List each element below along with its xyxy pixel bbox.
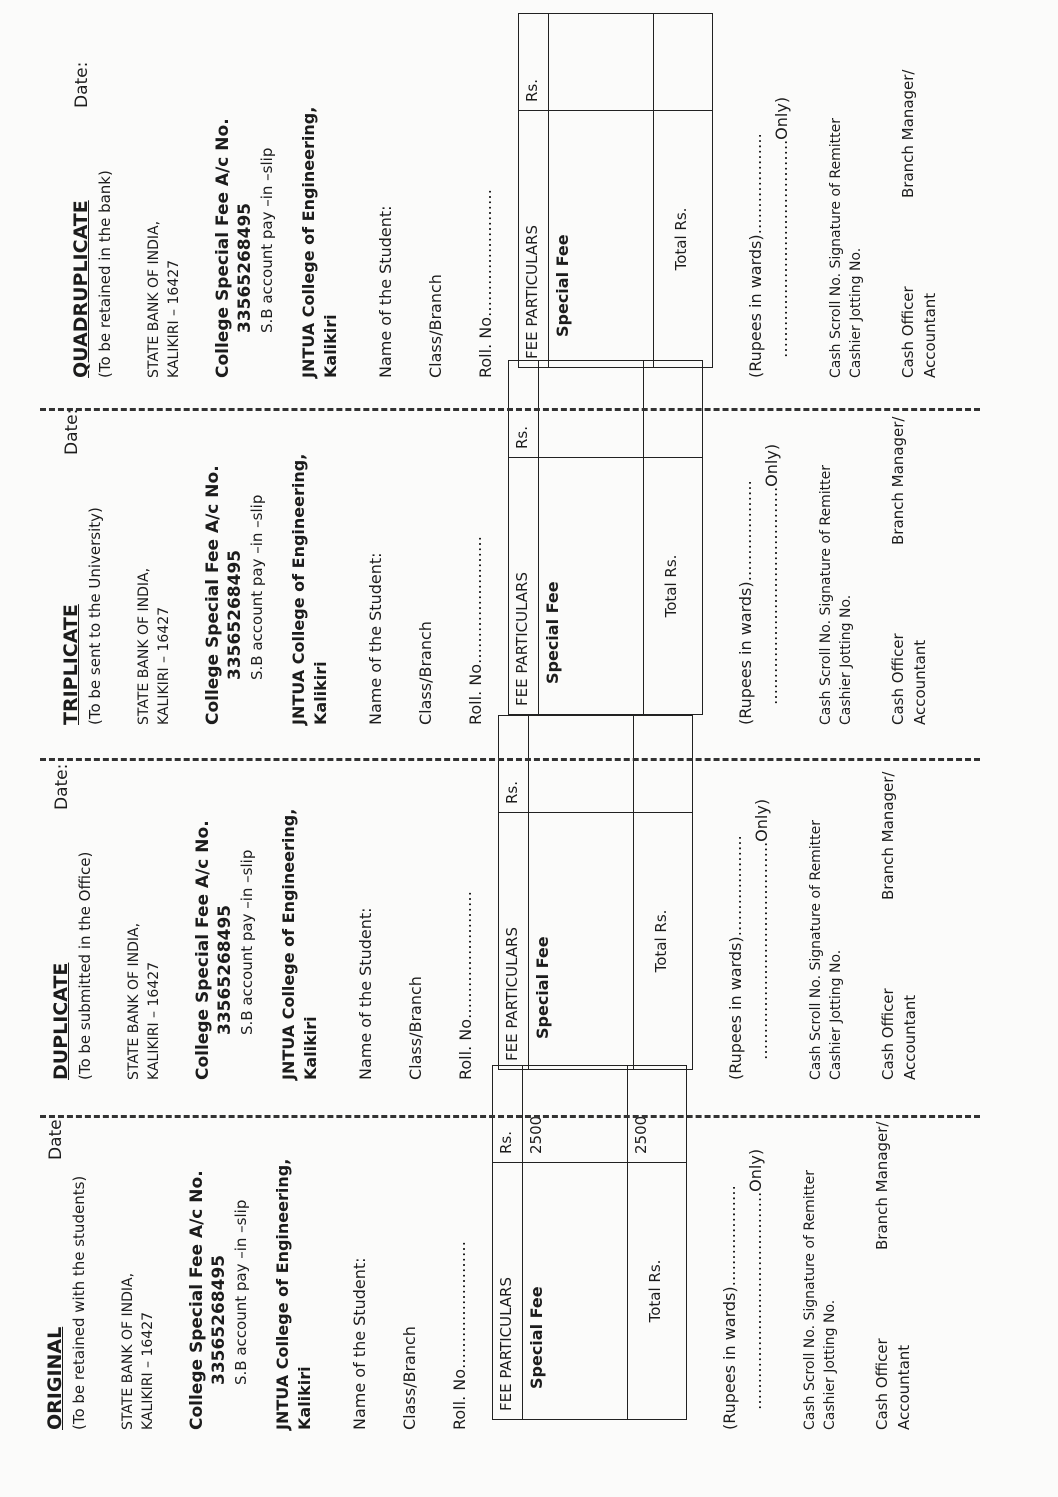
slip-purpose: (To be retained in the bank) bbox=[96, 170, 114, 378]
cash-officer-label: Cash Officer bbox=[889, 633, 907, 725]
fee-item-amount bbox=[549, 14, 654, 111]
cash-officer-label: Cash Officer bbox=[879, 988, 897, 1080]
fee-table bbox=[492, 1065, 687, 1420]
college-place: Kalikiri bbox=[321, 314, 340, 378]
bank-name: STATE BANK OF INDIA, bbox=[126, 922, 142, 1080]
slip-purpose: (To be submitted in the Office) bbox=[76, 851, 94, 1080]
class-branch-label: Class/Branch bbox=[406, 976, 425, 1080]
rupees-in-words-label: (Rupees in wards)………………. bbox=[726, 835, 745, 1080]
account-number: 33565268495 bbox=[225, 549, 245, 680]
student-name-label: Name of the Student: bbox=[356, 907, 375, 1080]
only-line: …………………………………..Only) bbox=[752, 798, 771, 1060]
cash-officer-label: Cash Officer bbox=[873, 1338, 891, 1430]
only-line: …………………………………..Only) bbox=[762, 443, 781, 705]
date-label: Date: bbox=[62, 408, 82, 455]
college-name: JNTUA College of Engineering, bbox=[273, 1158, 292, 1430]
fee-item: Special Fee bbox=[539, 458, 644, 715]
accountant-label: Accountant bbox=[911, 639, 929, 725]
only-line: …………………………………..Only) bbox=[746, 1148, 765, 1410]
rupees-in-words-label: (Rupees in wards)………………. bbox=[736, 480, 755, 725]
class-branch-label: Class/Branch bbox=[416, 621, 435, 725]
date-label: Date: bbox=[72, 61, 92, 108]
slip-purpose: (To be retained with the students) bbox=[70, 1175, 88, 1430]
cash-scroll-label: Cash Scroll No. Signature of Remitter bbox=[818, 464, 834, 725]
cut-line bbox=[40, 1115, 980, 1118]
student-name-label: Name of the Student: bbox=[376, 205, 395, 378]
fee-particulars-header: FEE PARTICULARS bbox=[519, 111, 549, 368]
total-amount: 2500 bbox=[628, 1066, 687, 1163]
rs-header: Rs. bbox=[493, 1066, 523, 1163]
account-label: College Special Fee A/c No. bbox=[213, 118, 233, 378]
bank-name: STATE BANK OF INDIA, bbox=[120, 1272, 136, 1430]
total-label: Total Rs. bbox=[628, 1163, 687, 1420]
slip-duplicate bbox=[46, 710, 976, 1080]
accountant-label: Accountant bbox=[921, 292, 939, 378]
slip-quadruplicate bbox=[66, 8, 996, 378]
college-place: Kalikiri bbox=[311, 661, 330, 725]
bank-name: STATE BANK OF INDIA, bbox=[136, 567, 152, 725]
account-label: College Special Fee A/c No. bbox=[203, 465, 223, 725]
branch-manager-label: Branch Manager/ bbox=[889, 416, 907, 545]
branch-manager-label: Branch Manager/ bbox=[879, 771, 897, 900]
account-label: College Special Fee A/c No. bbox=[193, 820, 213, 1080]
slip-type: S.B account pay –in –slip bbox=[258, 147, 276, 333]
slip-type: S.B account pay –in –slip bbox=[238, 849, 256, 1035]
college-place: Kalikiri bbox=[301, 1016, 320, 1080]
only-line: …………………………………..Only) bbox=[772, 96, 791, 358]
total-label: Total Rs. bbox=[634, 813, 693, 1070]
college-name: JNTUA College of Engineering, bbox=[289, 453, 308, 725]
total-amount bbox=[654, 14, 713, 111]
fee-particulars-header: FEE PARTICULARS bbox=[493, 1163, 523, 1420]
slip-title: ORIGINAL bbox=[44, 1326, 66, 1430]
account-label: College Special Fee A/c No. bbox=[187, 1170, 207, 1430]
cut-line bbox=[40, 758, 980, 761]
branch-manager-label: Branch Manager/ bbox=[873, 1121, 891, 1250]
total-label: Total Rs. bbox=[644, 458, 703, 715]
fee-particulars-header: FEE PARTICULARS bbox=[499, 813, 529, 1070]
bank-branch-code: KALIKIRI – 16427 bbox=[166, 259, 182, 378]
roll-no-label: Roll. No…………………… bbox=[456, 890, 475, 1080]
cashier-jotting-label: Cashier Jotting No. bbox=[828, 949, 844, 1080]
student-name-label: Name of the Student: bbox=[366, 552, 385, 725]
account-number: 33565268495 bbox=[215, 904, 235, 1035]
college-name: JNTUA College of Engineering, bbox=[279, 808, 298, 1080]
bank-branch-code: KALIKIRI – 16427 bbox=[146, 961, 162, 1080]
fee-table bbox=[498, 715, 693, 1070]
fee-particulars-header: FEE PARTICULARS bbox=[509, 458, 539, 715]
fee-item: Special Fee bbox=[523, 1163, 628, 1420]
fee-item-amount bbox=[529, 716, 634, 813]
college-name: JNTUA College of Engineering, bbox=[299, 106, 318, 378]
roll-no-label: Roll. No…………………… bbox=[450, 1240, 469, 1430]
cash-scroll-label: Cash Scroll No. Signature of Remitter bbox=[828, 117, 844, 378]
rupees-in-words-label: (Rupees in wards)………………. bbox=[720, 1185, 739, 1430]
date-label: Date: bbox=[46, 1113, 66, 1160]
fee-table bbox=[508, 360, 703, 715]
cash-scroll-label: Cash Scroll No. Signature of Remitter bbox=[802, 1169, 818, 1430]
cashier-jotting-label: Cashier Jotting No. bbox=[838, 594, 854, 725]
class-branch-label: Class/Branch bbox=[426, 274, 445, 378]
college-place: Kalikiri bbox=[295, 1366, 314, 1430]
student-name-label: Name of the Student: bbox=[350, 1257, 369, 1430]
account-number: 33565268495 bbox=[235, 202, 255, 333]
roll-no-label: Roll. No…………………… bbox=[476, 188, 495, 378]
accountant-label: Accountant bbox=[901, 994, 919, 1080]
slip-title: QUADRUPLICATE bbox=[70, 200, 92, 378]
rupees-in-words-label: (Rupees in wards)………………. bbox=[746, 133, 765, 378]
cash-scroll-label: Cash Scroll No. Signature of Remitter bbox=[808, 819, 824, 1080]
slip-purpose: (To be sent to the University) bbox=[86, 507, 104, 725]
account-number: 33565268495 bbox=[209, 1254, 229, 1385]
rs-header: Rs. bbox=[519, 14, 549, 111]
bank-branch-code: KALIKIRI – 16427 bbox=[140, 1311, 156, 1430]
total-label: Total Rs. bbox=[654, 111, 713, 368]
fee-item: Special Fee bbox=[529, 813, 634, 1070]
cut-line bbox=[40, 408, 980, 411]
cashier-jotting-label: Cashier Jotting No. bbox=[848, 247, 864, 378]
rs-header: Rs. bbox=[499, 716, 529, 813]
bank-name: STATE BANK OF INDIA, bbox=[146, 220, 162, 378]
slip-title: TRIPLICATE bbox=[60, 604, 82, 725]
cash-officer-label: Cash Officer bbox=[899, 286, 917, 378]
bank-branch-code: KALIKIRI – 16427 bbox=[156, 606, 172, 725]
roll-no-label: Roll. No…………………… bbox=[466, 535, 485, 725]
cashier-jotting-label: Cashier Jotting No. bbox=[822, 1299, 838, 1430]
branch-manager-label: Branch Manager/ bbox=[899, 69, 917, 198]
accountant-label: Accountant bbox=[895, 1344, 913, 1430]
date-label: Date: bbox=[52, 763, 72, 810]
rs-header: Rs. bbox=[509, 361, 539, 458]
fee-table bbox=[518, 13, 713, 368]
slip-type: S.B account pay –in –slip bbox=[232, 1199, 250, 1385]
slip-type: S.B account pay –in –slip bbox=[248, 494, 266, 680]
total-amount bbox=[634, 716, 693, 813]
class-branch-label: Class/Branch bbox=[400, 1326, 419, 1430]
fee-item: Special Fee bbox=[549, 111, 654, 368]
slip-title: DUPLICATE bbox=[50, 962, 72, 1080]
fee-item-amount: 2500 bbox=[523, 1066, 628, 1163]
